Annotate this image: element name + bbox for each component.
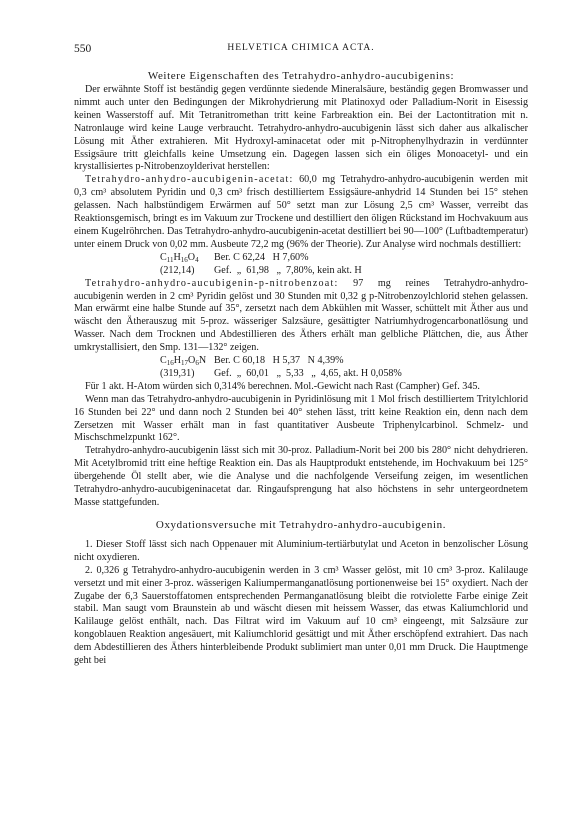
paragraph-active-hydrogen: Für 1 akt. H-Atom würden sich 0,314% berechnen. Mol.-Gewicht nach Rast (Campher) Gef. 345. (85, 380, 480, 392)
running-head: HELVETICA CHIMICA ACTA. (227, 43, 375, 53)
nitrobenzoate-heading: Tetrahydro-anhydro-aucubigenin-p-nitrobenzoat: (85, 277, 339, 289)
paragraph-nitrobenzoate (74, 278, 528, 355)
paragraph-dehydrogenation: Tetrahydro-anhydro-aucubigenin lässt sich mit 30-proz. Palladium-Norit bei 200 bis 280° nicht dehydrieren. Mit Acetylbromid tritt eine heftige Reaktion ein. Das als Hauptprodukt entstehende, im Hochvakuum bei 125° übergehende Öl stellt aber, wie die Analyse und die nachfolgende Verseifung zeigen, im wesentlichen Tetrahydro-anhydro-aucubigeninacetat dar. Ringaufsprengung hat also höchstens in sehr untergeordnetem Masse stattgefunden. (74, 445, 528, 508)
acetate-heading: Tetrahydro-anhydro-aucubigenin-acetat: (85, 174, 294, 186)
analysis-acetate (160, 252, 528, 278)
acetate-text: 60,0 mg Tetrahydro-anhydro-aucubigenin werden mit 0,3 cm³ absolutem Pyridin und 0,3 cm³ frisch destilliertem Essigsäure-anhydrid 14 Stunden bei 15° stehen gelassen. Nach halbstündigem Erwärmen auf 50° setzt man zur Lösung 2,5 cm³ Wasser, verreibt das Reaktionsgemisch, bringt es im Vakuum zur Trockene und destilliert den öligen Rückstand im Hochvakuum aus einem Kugelröhrchen. Das Tetrahydro-anhydro-aucubigenin-acetat destilliert bei 90—100° (Luftbadtemperatur) unter einem Druck von 0,02 mm. Ausbeute 72,2 mg (96% der Theorie). Zur Analyse wird nochmals destilliert: (74, 174, 528, 250)
paragraph-trityl: Wenn man das Tetrahydro-anhydro-aucubigenin in Pyridinlösung mit 1 Mol frisch destilliertem Tritylchlorid 16 Stunden bei 22° und dann noch 2 Stunden bei 40° stehen lässt, tritt keine Reaktion ein, denn nach dem Zersetzen mit Wasser erhält man in fast quantitativer Ausbeute Triphenylcarbinol. Schmelz- und Mischschmelzpunkt 162°. (74, 393, 528, 444)
paragraph-oxidation-2: 2. 0,326 g Tetrahydro-anhydro-aucubigenin werden in 3 cm³ Wasser gelöst, mit 10 cm³ 3-proz. Kalilauge versetzt und mit einer 3-proz. wässerigen Kaliumpermanganatlösung portionenweise bei 15° oxydiert. Nach der Zugabe der 6,3 Sauerstoffatomen entsprechenden Permanganatlösung bleibt die rotviolette Farbe einige Zeit stabil. Man saugt vom Braunstein ab und wäscht diesen mit heissem Wasser, das etwas Kaliumchlorid und Kalilauge gelöst enthält, nach. Das Filtrat wird im Vakuum auf 10 cm³ eingeengt, mit Salzsäure zur kongoblauen Reaktion angesäuert, mit Kaliumchlorid gesättigt und mit Äther erschöpfend extrahiert. Das nach dem Abdestillieren des Äthers hinterbleibende Produkt sublimiert man unter 0,01 mm Druck. Die Hauptmenge geht bei (74, 564, 528, 667)
paragraph-acetate (74, 174, 528, 251)
section-title-properties: Weitere Eigenschaften des Tetrahydro-anhydro-aucubigenins: (147, 70, 455, 82)
found-values-nitrobenzoate: Gef. „ 60,01 „ 5,33 „ 4,65, akt. H 0,058% (214, 367, 402, 379)
page-header (74, 43, 528, 61)
paragraph-oxidation-1: 1. Dieser Stoff lässt sich nach Oppenauer mit Aluminium-tertiärbutylat und Aceton in benzolischer Lösung nicht oxydieren. (74, 538, 528, 563)
calculated-values-nitrobenzoate: Ber. C 60,18 H 5,37 N 4,39% (214, 355, 344, 367)
molecular-weight-acetate: (212,14) (160, 264, 195, 276)
found-values-acetate: Gef. „ 61,98 „ 7,80%, kein akt. H (214, 264, 362, 276)
section-title-oxidation: Oxydationsversuche mit Tetrahydro-anhydro-aucubigenin. (155, 518, 447, 531)
calculated-values-acetate: Ber. C 62,24 H 7,60% (214, 251, 309, 263)
nitrobenzoate-text: 97 mg reines Tetrahydro-anhydro-aucubigenin werden in 2 cm³ Pyridin gelöst und 30 Stunden mit 0,32 g p-Nitrobenzoylchlorid stehen gelassen. Man erwärmt eine halbe Stunde auf 35°, zersetzt nach dem Abkühlen mit Wasser, schüttelt mit Äther aus und wäscht den Ätherauszug mit 5-proz. wässeriger Salzsäure, gesättigter Natriumhydrogencarbonatlösung und Wasser. Nach dem Trocknen und Abdestillieren des Äthers erhält man gelbliche Plättchen, die, aus Äther umkrystallisiert, den Smp. 131—132° zeigen. (74, 277, 528, 354)
molecular-weight-nitrobenzoate: (319,31) (160, 367, 195, 379)
analysis-nitrobenzoate (160, 355, 528, 381)
paragraph-stability: Der erwähnte Stoff ist beständig gegen verdünnte siedende Mineralsäure, beständig gegen Bromwasser und nimmt auch unter den Bedingungen der Mikrohydrierung mit Platinoxyd oder Palladium-Norit in Eisessig keinen Wasserstoff auf. Mit Tetranitromethan tritt keine Farbreaktion ein. Bei der Lactontitration mit n. Natronlauge wird keine Lauge verbraucht. Tetrahydro-anhydro-aucubigenin lässt sich daher aus alkalischer Lösung mit Äther extrahieren. Mit Hydroxyl-aminacetat oder mit p-Nitrophenylhydrazin in verdünnter Essigsäure tritt gleichfalls keine Umsetzung ein. Dagegen lassen sich ein öliges Monoacetyl- und ein krystallisiertes p-Nitrobenzoylderivat herstellen: (74, 84, 528, 173)
formula-nitrobenzoate: $C_{16}H_{17}O_6N$ (160, 355, 207, 368)
formula-acetate: $C_{11}H_{16}O_4$ (160, 251, 199, 264)
page-number: 550 (74, 43, 92, 55)
